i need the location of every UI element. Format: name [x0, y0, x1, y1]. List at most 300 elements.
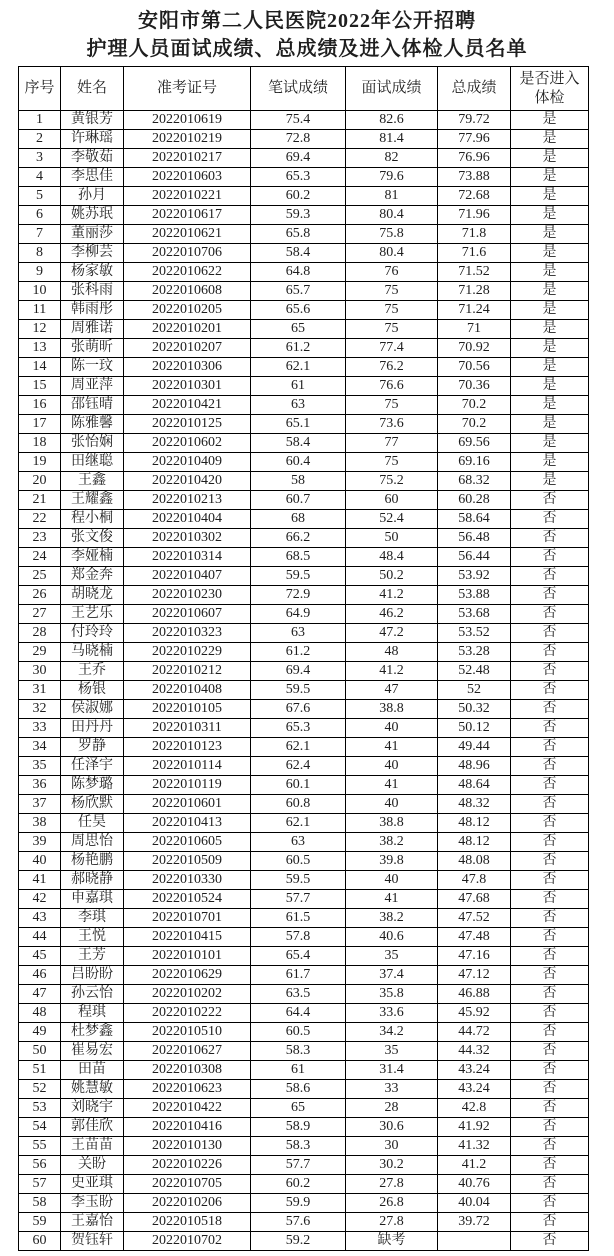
cell-admission-ticket-number: 2022010706	[124, 244, 251, 263]
cell-admission-ticket-number: 2022010207	[124, 339, 251, 358]
cell-interview-score: 27.8	[346, 1175, 438, 1194]
cell-admission-ticket-number: 2022010219	[124, 130, 251, 149]
cell-admission-ticket-number: 2022010422	[124, 1099, 251, 1118]
cell-total-score: 43.24	[438, 1080, 511, 1099]
table-row	[19, 1232, 589, 1251]
cell-written-test-score: 58.3	[251, 1137, 346, 1156]
cell-interview-score: 80.4	[346, 244, 438, 263]
table-row	[19, 662, 589, 681]
table-row	[19, 1042, 589, 1061]
cell-enter-physical-exam: 是	[511, 339, 589, 358]
table-row	[19, 301, 589, 320]
cell-total-score: 70.36	[438, 377, 511, 396]
cell-serial-number: 33	[19, 719, 61, 738]
cell-enter-physical-exam: 否	[511, 1232, 589, 1251]
header-interview-score: 面试成绩	[346, 67, 438, 111]
table-row	[19, 833, 589, 852]
cell-serial-number: 24	[19, 548, 61, 567]
cell-serial-number: 34	[19, 738, 61, 757]
page-title: 安阳市第二人民医院2022年公开招聘	[138, 10, 476, 32]
cell-enter-physical-exam: 否	[511, 871, 589, 890]
table-row	[19, 282, 589, 301]
table-row	[19, 643, 589, 662]
cell-interview-score: 46.2	[346, 605, 438, 624]
cell-written-test-score: 57.7	[251, 890, 346, 909]
cell-admission-ticket-number: 2022010217	[124, 149, 251, 168]
cell-enter-physical-exam: 否	[511, 700, 589, 719]
cell-serial-number: 48	[19, 1004, 61, 1023]
table-row	[19, 681, 589, 700]
cell-total-score: 47.52	[438, 909, 511, 928]
table-row	[19, 130, 589, 149]
cell-total-score: 49.44	[438, 738, 511, 757]
cell-total-score: 71.24	[438, 301, 511, 320]
cell-total-score: 71.52	[438, 263, 511, 282]
cell-total-score: 48.32	[438, 795, 511, 814]
cell-written-test-score: 69.4	[251, 662, 346, 681]
cell-serial-number: 11	[19, 301, 61, 320]
cell-enter-physical-exam: 否	[511, 852, 589, 871]
cell-written-test-score: 65.7	[251, 282, 346, 301]
cell-total-score: 77.96	[438, 130, 511, 149]
cell-enter-physical-exam: 是	[511, 206, 589, 225]
cell-admission-ticket-number: 2022010601	[124, 795, 251, 814]
cell-admission-ticket-number: 2022010221	[124, 187, 251, 206]
cell-admission-ticket-number: 2022010213	[124, 491, 251, 510]
cell-enter-physical-exam: 否	[511, 947, 589, 966]
cell-written-test-score: 63	[251, 624, 346, 643]
cell-enter-physical-exam: 是	[511, 301, 589, 320]
cell-admission-ticket-number: 2022010306	[124, 358, 251, 377]
cell-admission-ticket-number: 2022010302	[124, 529, 251, 548]
cell-admission-ticket-number: 2022010125	[124, 415, 251, 434]
cell-admission-ticket-number: 2022010602	[124, 434, 251, 453]
cell-serial-number: 25	[19, 567, 61, 586]
cell-admission-ticket-number: 2022010421	[124, 396, 251, 415]
cell-total-score: 69.56	[438, 434, 511, 453]
cell-name: 王悦	[61, 928, 124, 947]
cell-interview-score: 30.2	[346, 1156, 438, 1175]
cell-name: 程小桐	[61, 510, 124, 529]
cell-enter-physical-exam: 是	[511, 168, 589, 187]
table-row	[19, 852, 589, 871]
cell-serial-number: 31	[19, 681, 61, 700]
table-row	[19, 320, 589, 339]
cell-admission-ticket-number: 2022010603	[124, 168, 251, 187]
cell-interview-score: 33	[346, 1080, 438, 1099]
cell-name: 张文俊	[61, 529, 124, 548]
cell-enter-physical-exam: 是	[511, 130, 589, 149]
cell-total-score: 44.32	[438, 1042, 511, 1061]
cell-written-test-score: 61.2	[251, 643, 346, 662]
cell-enter-physical-exam: 否	[511, 966, 589, 985]
cell-admission-ticket-number: 2022010130	[124, 1137, 251, 1156]
cell-total-score: 48.08	[438, 852, 511, 871]
cell-total-score: 79.72	[438, 111, 511, 130]
cell-interview-score: 48	[346, 643, 438, 662]
cell-total-score: 41.92	[438, 1118, 511, 1137]
cell-interview-score: 75.8	[346, 225, 438, 244]
cell-interview-score: 41	[346, 776, 438, 795]
cell-total-score: 70.2	[438, 415, 511, 434]
cell-total-score: 48.12	[438, 833, 511, 852]
cell-name: 姚苏珉	[61, 206, 124, 225]
cell-written-test-score: 58.4	[251, 434, 346, 453]
cell-serial-number: 36	[19, 776, 61, 795]
cell-interview-score: 41	[346, 890, 438, 909]
cell-serial-number: 7	[19, 225, 61, 244]
cell-total-score: 53.52	[438, 624, 511, 643]
header-row	[19, 67, 589, 111]
table-row	[19, 377, 589, 396]
cell-serial-number: 5	[19, 187, 61, 206]
cell-interview-score: 37.4	[346, 966, 438, 985]
cell-interview-score: 28	[346, 1099, 438, 1118]
cell-interview-score: 40.6	[346, 928, 438, 947]
cell-interview-score: 40	[346, 719, 438, 738]
cell-admission-ticket-number: 2022010619	[124, 111, 251, 130]
cell-name: 周思怡	[61, 833, 124, 852]
cell-name: 张怡娴	[61, 434, 124, 453]
cell-enter-physical-exam: 否	[511, 1175, 589, 1194]
cell-admission-ticket-number: 2022010621	[124, 225, 251, 244]
cell-name: 吕盼盼	[61, 966, 124, 985]
header-enter-physical-exam: 是否进入体检	[511, 67, 589, 111]
cell-serial-number: 18	[19, 434, 61, 453]
cell-interview-score: 75.2	[346, 472, 438, 491]
table-row	[19, 491, 589, 510]
cell-interview-score: 30	[346, 1137, 438, 1156]
cell-total-score: 56.48	[438, 529, 511, 548]
cell-name: 田苗	[61, 1061, 124, 1080]
cell-written-test-score: 61.7	[251, 966, 346, 985]
cell-written-test-score: 65.1	[251, 415, 346, 434]
cell-name: 周亚萍	[61, 377, 124, 396]
cell-serial-number: 13	[19, 339, 61, 358]
cell-enter-physical-exam: 是	[511, 415, 589, 434]
cell-admission-ticket-number: 2022010202	[124, 985, 251, 1004]
cell-enter-physical-exam: 否	[511, 1156, 589, 1175]
cell-written-test-score: 65.4	[251, 947, 346, 966]
cell-total-score: 52	[438, 681, 511, 700]
cell-interview-score: 75	[346, 301, 438, 320]
table-row	[19, 548, 589, 567]
cell-name: 王鑫	[61, 472, 124, 491]
table-row	[19, 415, 589, 434]
cell-admission-ticket-number: 2022010524	[124, 890, 251, 909]
cell-admission-ticket-number: 2022010407	[124, 567, 251, 586]
cell-serial-number: 21	[19, 491, 61, 510]
table-row	[19, 1004, 589, 1023]
cell-interview-score: 31.4	[346, 1061, 438, 1080]
cell-serial-number: 8	[19, 244, 61, 263]
table-row	[19, 149, 589, 168]
cell-enter-physical-exam: 否	[511, 491, 589, 510]
table-row	[19, 757, 589, 776]
cell-name: 陈梦璐	[61, 776, 124, 795]
cell-name: 李思佳	[61, 168, 124, 187]
cell-total-score: 50.32	[438, 700, 511, 719]
table-row	[19, 453, 589, 472]
cell-interview-score: 52.4	[346, 510, 438, 529]
cell-total-score: 73.88	[438, 168, 511, 187]
cell-serial-number: 57	[19, 1175, 61, 1194]
cell-serial-number: 23	[19, 529, 61, 548]
table-row	[19, 1194, 589, 1213]
cell-written-test-score: 60.8	[251, 795, 346, 814]
cell-serial-number: 51	[19, 1061, 61, 1080]
cell-enter-physical-exam: 否	[511, 795, 589, 814]
cell-enter-physical-exam: 否	[511, 738, 589, 757]
cell-serial-number: 54	[19, 1118, 61, 1137]
cell-name: 胡晓龙	[61, 586, 124, 605]
cell-admission-ticket-number: 2022010705	[124, 1175, 251, 1194]
cell-admission-ticket-number: 2022010229	[124, 643, 251, 662]
cell-name: 申嘉琪	[61, 890, 124, 909]
cell-written-test-score: 61.2	[251, 339, 346, 358]
cell-interview-score: 41	[346, 738, 438, 757]
cell-interview-score: 75	[346, 282, 438, 301]
cell-total-score: 41.32	[438, 1137, 511, 1156]
cell-admission-ticket-number: 2022010330	[124, 871, 251, 890]
cell-admission-ticket-number: 2022010518	[124, 1213, 251, 1232]
cell-total-score: 48.96	[438, 757, 511, 776]
cell-enter-physical-exam: 否	[511, 890, 589, 909]
header-total-score: 总成绩	[438, 67, 511, 111]
cell-name: 王耀鑫	[61, 491, 124, 510]
cell-total-score: 53.68	[438, 605, 511, 624]
table-row	[19, 795, 589, 814]
cell-total-score: 71.6	[438, 244, 511, 263]
cell-admission-ticket-number: 2022010101	[124, 947, 251, 966]
cell-interview-score: 77.4	[346, 339, 438, 358]
cell-written-test-score: 65.3	[251, 168, 346, 187]
cell-written-test-score: 72.8	[251, 130, 346, 149]
cell-written-test-score: 62.1	[251, 738, 346, 757]
table-row	[19, 434, 589, 453]
cell-name: 王苗苗	[61, 1137, 124, 1156]
cell-enter-physical-exam: 否	[511, 719, 589, 738]
cell-interview-score: 77	[346, 434, 438, 453]
cell-written-test-score: 59.3	[251, 206, 346, 225]
cell-enter-physical-exam: 否	[511, 1213, 589, 1232]
table-row	[19, 168, 589, 187]
cell-name: 李娅楠	[61, 548, 124, 567]
cell-total-score: 52.48	[438, 662, 511, 681]
cell-total-score: 68.32	[438, 472, 511, 491]
cell-written-test-score: 59.5	[251, 871, 346, 890]
cell-enter-physical-exam: 是	[511, 320, 589, 339]
cell-name: 程琪	[61, 1004, 124, 1023]
cell-enter-physical-exam: 是	[511, 453, 589, 472]
cell-written-test-score: 57.7	[251, 1156, 346, 1175]
table-row	[19, 567, 589, 586]
cell-admission-ticket-number: 2022010623	[124, 1080, 251, 1099]
cell-serial-number: 43	[19, 909, 61, 928]
cell-written-test-score: 62.1	[251, 814, 346, 833]
cell-enter-physical-exam: 否	[511, 1004, 589, 1023]
table-row	[19, 719, 589, 738]
cell-admission-ticket-number: 2022010308	[124, 1061, 251, 1080]
cell-written-test-score: 63	[251, 833, 346, 852]
table-row	[19, 1137, 589, 1156]
cell-name: 杜梦鑫	[61, 1023, 124, 1042]
cell-written-test-score: 58.9	[251, 1118, 346, 1137]
cell-name: 任泽宇	[61, 757, 124, 776]
cell-admission-ticket-number: 2022010222	[124, 1004, 251, 1023]
cell-serial-number: 38	[19, 814, 61, 833]
cell-name: 董丽莎	[61, 225, 124, 244]
cell-admission-ticket-number: 2022010509	[124, 852, 251, 871]
cell-admission-ticket-number: 2022010404	[124, 510, 251, 529]
table-row	[19, 339, 589, 358]
cell-enter-physical-exam: 否	[511, 1137, 589, 1156]
cell-enter-physical-exam: 否	[511, 643, 589, 662]
table-row	[19, 966, 589, 985]
cell-serial-number: 50	[19, 1042, 61, 1061]
cell-enter-physical-exam: 否	[511, 681, 589, 700]
cell-serial-number: 41	[19, 871, 61, 890]
cell-serial-number: 3	[19, 149, 61, 168]
cell-enter-physical-exam: 否	[511, 909, 589, 928]
table-row	[19, 111, 589, 130]
table-row	[19, 187, 589, 206]
cell-serial-number: 37	[19, 795, 61, 814]
table-row	[19, 624, 589, 643]
cell-admission-ticket-number: 2022010607	[124, 605, 251, 624]
cell-admission-ticket-number: 2022010323	[124, 624, 251, 643]
results-table	[18, 66, 589, 1251]
cell-written-test-score: 59.2	[251, 1232, 346, 1251]
cell-serial-number: 10	[19, 282, 61, 301]
cell-written-test-score: 65	[251, 1099, 346, 1118]
cell-serial-number: 46	[19, 966, 61, 985]
table-row	[19, 890, 589, 909]
cell-enter-physical-exam: 否	[511, 605, 589, 624]
cell-enter-physical-exam: 是	[511, 396, 589, 415]
cell-written-test-score: 66.2	[251, 529, 346, 548]
header-name: 姓名	[61, 67, 124, 111]
table-row	[19, 529, 589, 548]
cell-interview-score: 50.2	[346, 567, 438, 586]
cell-written-test-score: 58.4	[251, 244, 346, 263]
cell-serial-number: 17	[19, 415, 61, 434]
cell-total-score: 48.12	[438, 814, 511, 833]
cell-admission-ticket-number: 2022010409	[124, 453, 251, 472]
cell-written-test-score: 63	[251, 396, 346, 415]
table-row	[19, 244, 589, 263]
cell-name: 王芳	[61, 947, 124, 966]
cell-interview-score: 39.8	[346, 852, 438, 871]
cell-enter-physical-exam: 是	[511, 187, 589, 206]
cell-enter-physical-exam: 否	[511, 529, 589, 548]
cell-admission-ticket-number: 2022010605	[124, 833, 251, 852]
cell-interview-score: 40	[346, 757, 438, 776]
table-row	[19, 358, 589, 377]
cell-admission-ticket-number: 2022010510	[124, 1023, 251, 1042]
cell-name: 田继聪	[61, 453, 124, 472]
cell-admission-ticket-number: 2022010629	[124, 966, 251, 985]
table-row	[19, 776, 589, 795]
cell-total-score: 47.12	[438, 966, 511, 985]
cell-serial-number: 59	[19, 1213, 61, 1232]
cell-written-test-score: 62.4	[251, 757, 346, 776]
cell-written-test-score: 58.3	[251, 1042, 346, 1061]
cell-enter-physical-exam: 否	[511, 510, 589, 529]
header-serial-number: 序号	[19, 67, 61, 111]
cell-interview-score: 48.4	[346, 548, 438, 567]
cell-name: 王嘉怡	[61, 1213, 124, 1232]
cell-interview-score: 81	[346, 187, 438, 206]
cell-written-test-score: 61	[251, 377, 346, 396]
cell-total-score: 48.64	[438, 776, 511, 795]
cell-serial-number: 16	[19, 396, 61, 415]
table-row	[19, 738, 589, 757]
cell-name: 王艺乐	[61, 605, 124, 624]
cell-written-test-score: 65.6	[251, 301, 346, 320]
table-row	[19, 1080, 589, 1099]
cell-total-score: 46.88	[438, 985, 511, 1004]
cell-total-score: 40.04	[438, 1194, 511, 1213]
cell-admission-ticket-number: 2022010212	[124, 662, 251, 681]
cell-total-score: 71.96	[438, 206, 511, 225]
cell-interview-score: 41.2	[346, 662, 438, 681]
table-row	[19, 396, 589, 415]
cell-name: 马晓楠	[61, 643, 124, 662]
cell-serial-number: 28	[19, 624, 61, 643]
cell-written-test-score: 59.5	[251, 567, 346, 586]
cell-total-score: 70.56	[438, 358, 511, 377]
document-header	[0, 0, 614, 63]
cell-written-test-score: 61.5	[251, 909, 346, 928]
cell-serial-number: 15	[19, 377, 61, 396]
cell-written-test-score: 60.5	[251, 852, 346, 871]
cell-enter-physical-exam: 否	[511, 833, 589, 852]
cell-serial-number: 27	[19, 605, 61, 624]
cell-serial-number: 42	[19, 890, 61, 909]
cell-name: 崔易宏	[61, 1042, 124, 1061]
cell-serial-number: 30	[19, 662, 61, 681]
cell-admission-ticket-number: 2022010206	[124, 1194, 251, 1213]
cell-interview-score: 35	[346, 1042, 438, 1061]
table-row	[19, 985, 589, 1004]
cell-interview-score: 60	[346, 491, 438, 510]
cell-enter-physical-exam: 否	[511, 985, 589, 1004]
cell-written-test-score: 67.6	[251, 700, 346, 719]
cell-serial-number: 12	[19, 320, 61, 339]
cell-name: 孙云怡	[61, 985, 124, 1004]
cell-admission-ticket-number: 2022010201	[124, 320, 251, 339]
cell-enter-physical-exam: 是	[511, 263, 589, 282]
cell-written-test-score: 60.1	[251, 776, 346, 795]
cell-total-score: 56.44	[438, 548, 511, 567]
table-row	[19, 472, 589, 491]
cell-interview-score: 47	[346, 681, 438, 700]
table-row	[19, 605, 589, 624]
cell-name: 郝晓静	[61, 871, 124, 890]
cell-total-score: 43.24	[438, 1061, 511, 1080]
cell-total-score: 72.68	[438, 187, 511, 206]
cell-admission-ticket-number: 2022010311	[124, 719, 251, 738]
cell-name: 李玉盼	[61, 1194, 124, 1213]
cell-serial-number: 19	[19, 453, 61, 472]
cell-enter-physical-exam: 否	[511, 1061, 589, 1080]
cell-total-score: 41.2	[438, 1156, 511, 1175]
table-row	[19, 263, 589, 282]
cell-serial-number: 52	[19, 1080, 61, 1099]
table-row	[19, 1213, 589, 1232]
cell-serial-number: 44	[19, 928, 61, 947]
